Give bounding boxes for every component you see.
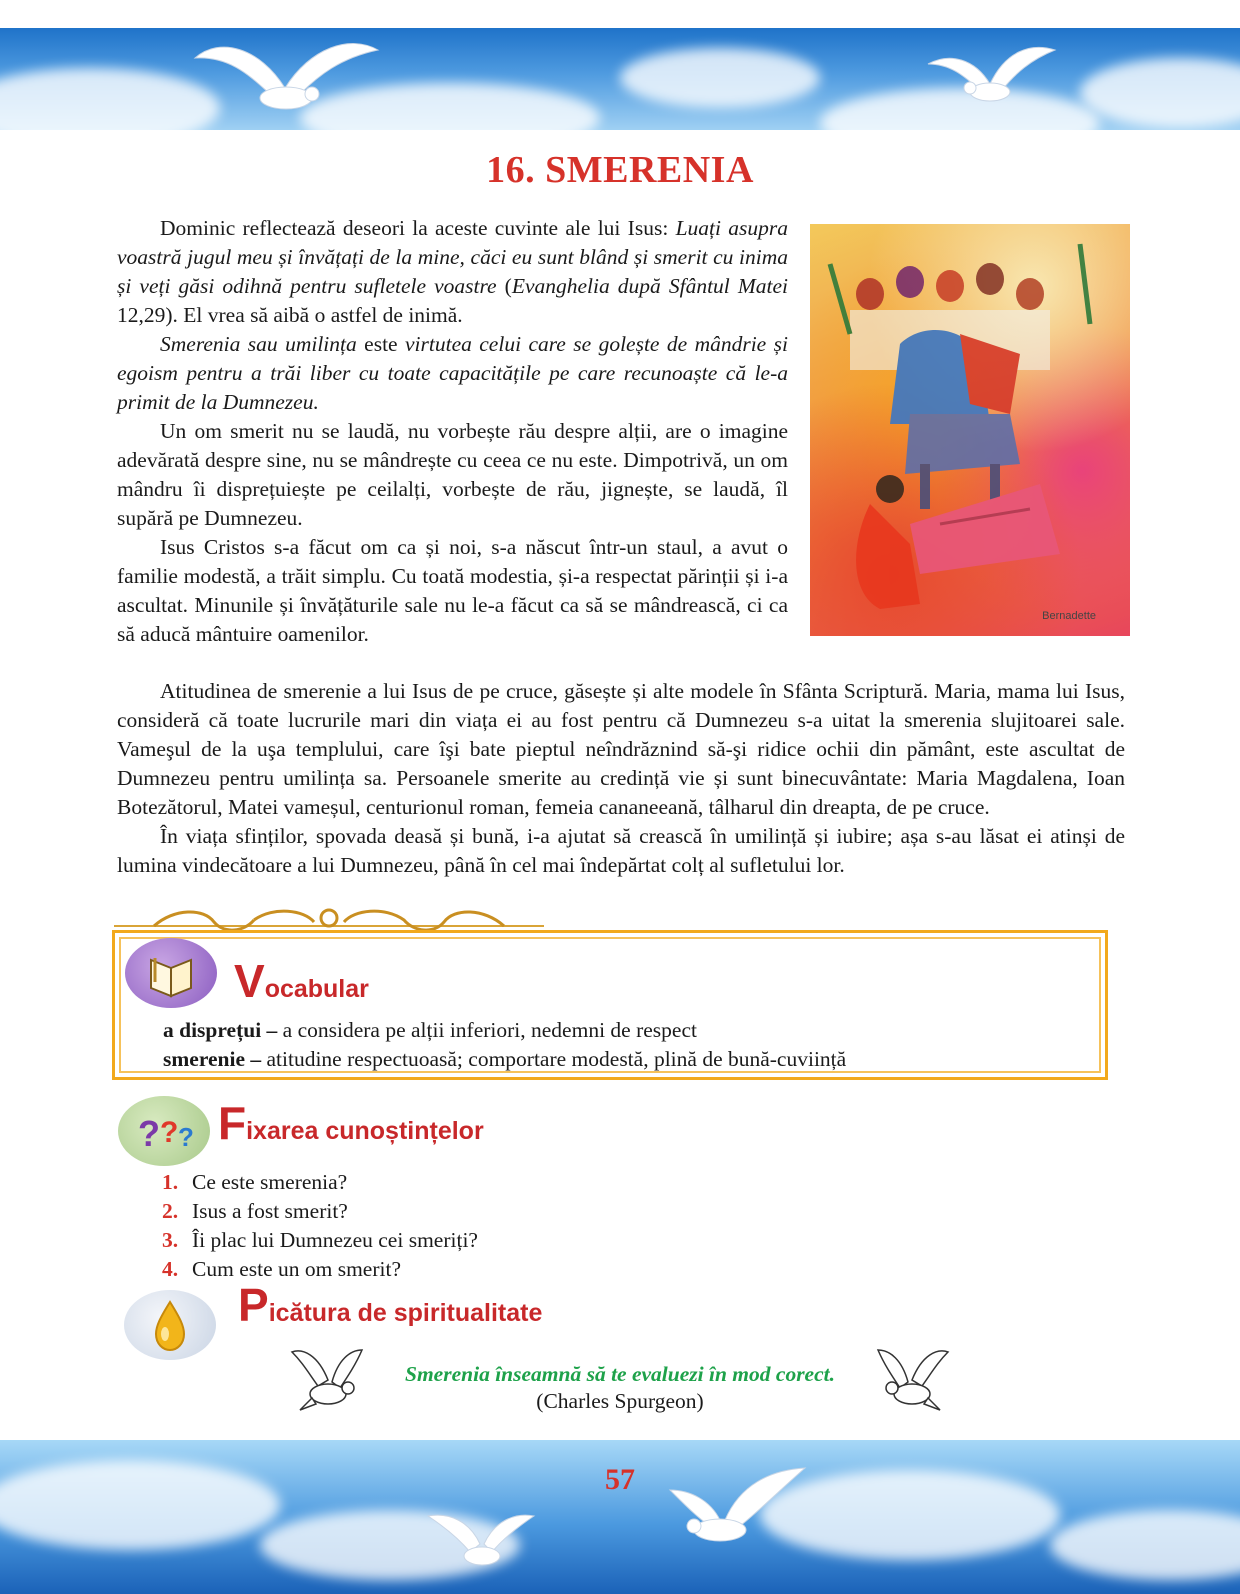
picatura-title: Picătura de spiritualitate <box>238 1279 543 1331</box>
question-marks-icon <box>118 1096 210 1166</box>
paragraph-3 <box>117 417 788 533</box>
vocabulary-title: Vocabular <box>234 955 369 1007</box>
dove-icon <box>920 34 1060 114</box>
svg-text:?: ? <box>160 1116 179 1149</box>
vocab-def-2: atitudine respectuoasă; comportare modestă, plină de bună-cuviință <box>261 1047 847 1071</box>
dove-icon <box>190 28 380 128</box>
text-run: este <box>356 332 405 356</box>
vocab-term-2: smerenie – <box>163 1047 262 1071</box>
text-run: Un om smerit nu se laudă, nu vorbește rău despre alții, are o imagine adevărată despre sine, nu se mândrește cu ceea ce nu este. Dimpotrivă, un om mândru îi disprețuiește pe ceilalți, vorbește de rău, jignește, se laudă, îl supără pe Dumnezeu. <box>117 419 788 530</box>
fixare-title: Fixarea cunoștințelor <box>218 1097 484 1149</box>
text-run: Dominic reflectează deseori la aceste cuvinte ale lui Isus: <box>160 216 676 240</box>
text-run: virtutea celui care se golește de mândrie și egoism pentru a trăi liber cu toate capacitățile pe care recunoaște că le-a primit de la Dumnezeu. <box>117 332 788 414</box>
paragraph-4 <box>117 533 788 649</box>
quote-author: (Charles Spurgeon) <box>536 1389 704 1413</box>
body-full-width <box>117 677 1125 880</box>
list-item: 3. Îi plac lui Dumnezeu cei smeriți? <box>162 1228 478 1252</box>
vocab-term-1: a disprețui – <box>163 1018 278 1042</box>
page-number: 57 <box>605 1463 635 1496</box>
text-run: Smerenia sau umilința <box>160 332 357 356</box>
painting-figures <box>810 224 1130 636</box>
vocab-entry-1 <box>163 1018 697 1043</box>
paragraph-6: În viața sfinților, spovada deasă și bună, i-a ajutat să crească în umilință și iubire; așa s-au lăsat ei atinși de lumina vindecătoare a lui Dumnezeu, până în cel mai îndepărtat colț al sufletului lor. <box>117 824 1125 877</box>
svg-text:?: ? <box>178 1122 194 1152</box>
vocab-def-1: a considera pe alții inferiori, nedemni de respect <box>277 1018 697 1042</box>
book-icon <box>125 938 217 1008</box>
paragraph-1 <box>117 214 788 330</box>
dove-icon <box>420 1500 540 1580</box>
paragraph-2 <box>117 330 788 417</box>
text-run: Isus Cristos s-a făcut om ca și noi, s-a născut într-un staul, a avut o familie modestă, a trăit simplu. Cu toată modestia, și-a respectat părinții și i-a ascultat. Minunile și învățăturile sale nu le-a făcut ca să se mândrească, ci ca să aducă mântuire oamenilor. <box>117 535 788 646</box>
text-run: ( <box>496 274 512 298</box>
svg-text:?: ? <box>138 1113 160 1154</box>
questions-list <box>162 1168 478 1284</box>
text-run: 12,29). El vrea să aibă o astfel de inimă. <box>117 303 463 327</box>
quote-text: Smerenia înseamnă să te evaluezi în mod corect. <box>405 1362 835 1386</box>
text-run: Evanghelia după Sfântul Matei <box>511 274 788 298</box>
page-title: 16. SMERENIA <box>486 149 754 191</box>
list-item: 4. Cum este un om smerit? <box>162 1257 401 1281</box>
list-item: 2. Isus a fost smerit? <box>162 1199 348 1223</box>
vocab-entry-2 <box>163 1047 846 1072</box>
list-item: 1. Ce este smerenia? <box>162 1170 348 1194</box>
entry-jerusalem-painting <box>810 224 1130 636</box>
drop-icon <box>124 1290 216 1360</box>
painting-signature: Bernadette <box>1042 610 1096 622</box>
top-sky-banner <box>0 28 1240 130</box>
paragraph-5: Atitudinea de smerenie a lui Isus de pe cruce, găsește și alte modele în Sfânta Scriptură. Maria, mama lui Isus, consideră că toate lucrurile mari din viața ei au fost pentru că Dumnezeu s-a uitat la smerenia slujitoarei sale. Vameşul de la uşa templului, care îşi bate pieptul neîndrăznind să-şi ridice ochii din pământ, este ascultat de Dumnezeu pentru umilința sa. Persoanele smerite au credință vie și sunt binecuvântate: Maria Magdalena, Ioan Botezătorul, Matei vameșul, centurionul roman, femeia cananeeană, tâlharul din dreapta, de pe cruce. <box>117 679 1125 819</box>
spirituality-quote <box>350 1362 890 1414</box>
text-run: Luați asupra voastră jugul meu și învățați de la mine, căci eu sunt blând și smerit cu inima și veți găsi odihnă pentru sufletele voastre <box>117 216 788 298</box>
body-top-column <box>117 214 788 649</box>
